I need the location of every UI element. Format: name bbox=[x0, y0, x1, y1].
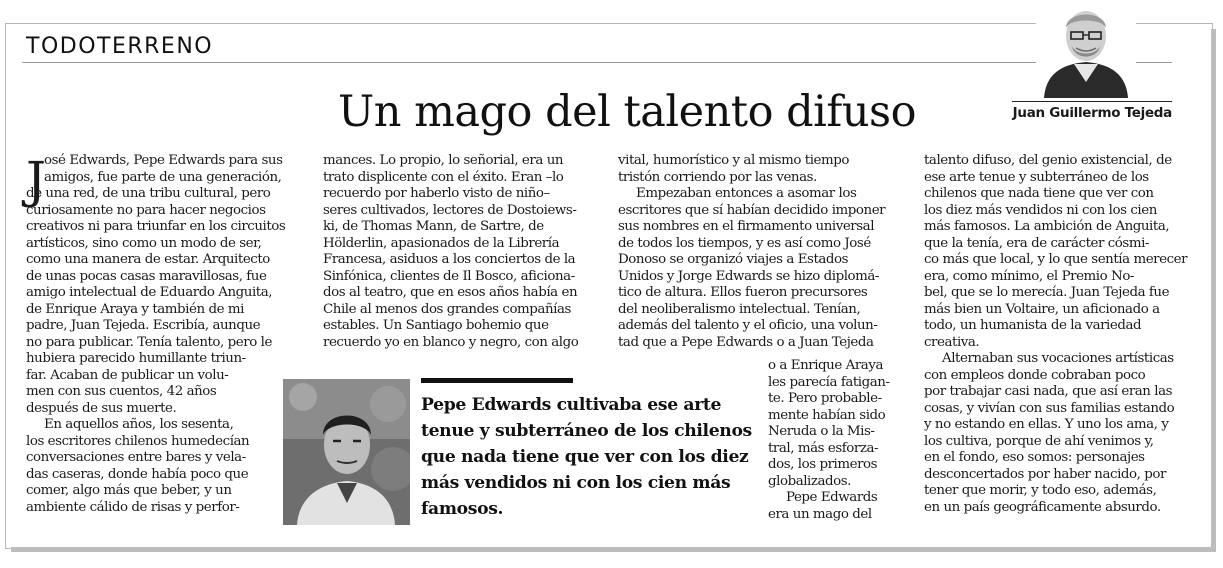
text-line: seres cultivados, lectores de Dostoiews- bbox=[323, 202, 577, 218]
text-line: tener que morir, y todo eso, además, bbox=[924, 483, 1157, 498]
author-divider bbox=[1012, 101, 1172, 102]
text-line: chilenos que nada tiene que ver con bbox=[924, 186, 1154, 201]
text-line: de Enrique Araya y también de mi bbox=[26, 301, 244, 317]
text-line: dos al teatro, que en esos años había en bbox=[323, 285, 578, 300]
text-line: tico de altura. Ellos fueron precursores bbox=[618, 285, 868, 300]
text-line: osé Edwards, Pepe Edwards para sus bbox=[44, 153, 283, 168]
column-3 bbox=[618, 153, 908, 351]
text-line: como una manera de estar. Arquitecto bbox=[26, 252, 270, 267]
text-line: tral, más esforza- bbox=[768, 440, 879, 456]
text-line: los diez más vendidos ni con los cien bbox=[924, 202, 1157, 218]
text-line: artísticos, sino como un modo de ser, bbox=[26, 235, 262, 251]
text-line: Hölderlin, apasionados de la Librería bbox=[323, 235, 560, 251]
text-line: y no estando en ellas. Y uno los ama, y bbox=[924, 417, 1169, 432]
text-line: Pepe Edwards bbox=[786, 490, 878, 505]
text-line: cosas, y vivían con sus familias estando bbox=[924, 400, 1175, 416]
text-line: curiosamente no para hacer negocios bbox=[26, 202, 266, 218]
text-line: das caseras, donde había poco que bbox=[26, 466, 249, 482]
text-line: amigos, fue parte de una generación, bbox=[44, 169, 282, 185]
text-line: ambiente cálido de risas y perfor- bbox=[26, 499, 240, 515]
text-line: o a Enrique Araya bbox=[768, 358, 883, 373]
text-line: trato displicente con el éxito. Eran –lo bbox=[323, 169, 564, 185]
text-line: de todos los tiempos, y es así como José bbox=[618, 235, 871, 251]
text-line: Francesa, asiduos a los conciertos de la bbox=[323, 252, 576, 267]
text-line: más bien un Voltaire, un aficionado a bbox=[924, 301, 1160, 317]
text-line: del neoliberalismo intelectual. Tenían, bbox=[618, 301, 861, 317]
pullquote-line: que nada tiene que ver con los diez bbox=[421, 447, 749, 467]
text-line: mente habían sido bbox=[768, 407, 886, 423]
inset-photo-portrait bbox=[283, 379, 410, 525]
text-line: Neruda o la Mis- bbox=[768, 424, 875, 439]
text-line: en un país geográficamente absurdo. bbox=[924, 499, 1161, 515]
text-line: te. Pero probable- bbox=[768, 391, 882, 406]
column-1 bbox=[26, 153, 316, 516]
author-portrait bbox=[1036, 2, 1136, 98]
text-line: padre, Juan Tejeda. Escribía, aunque bbox=[26, 318, 261, 333]
pullquote-line: tenue y subterráneo de los chilenos bbox=[421, 421, 752, 441]
text-line: por trabajar casi nada, que así eran las bbox=[924, 384, 1173, 399]
column-3-continuation bbox=[768, 358, 918, 523]
text-line: far. Acaban de publicar un volu- bbox=[26, 367, 229, 383]
pullquote-rule bbox=[421, 378, 573, 383]
text-line: En aquellos años, los sesenta, bbox=[44, 417, 234, 432]
text-line: más famosos. La ambición de Anguita, bbox=[924, 219, 1170, 234]
text-line: no para publicar. Tenía talento, pero le bbox=[26, 334, 272, 350]
text-line: ki, de Thomas Mann, de Sartre, de bbox=[323, 219, 544, 234]
text-line: Donoso se organizó viajes a Estados bbox=[618, 252, 849, 267]
section-label: TODOTERRENO bbox=[26, 34, 214, 59]
text-line: después de sus muerte. bbox=[26, 400, 177, 416]
text-line: creativa. bbox=[924, 334, 980, 350]
text-line: hubiera parecido humillante triun- bbox=[26, 351, 246, 366]
pullquote-line: más vendidos ni con los cien más bbox=[421, 473, 731, 493]
frame-shadow bbox=[11, 547, 1213, 552]
column-2 bbox=[323, 153, 613, 351]
text-line: Sinfónica, clientes de Il Bosco, aficiona- bbox=[323, 268, 575, 284]
text-line: Alternaban sus vocaciones artísticas bbox=[942, 351, 1174, 366]
text-line: sus nombres en el firmamento universal bbox=[618, 219, 875, 234]
text-line: co más que local, y lo que sentía merecer bbox=[924, 252, 1188, 267]
text-line: globalizados. bbox=[768, 473, 851, 489]
text-line: mances. Lo propio, lo señorial, era un bbox=[323, 153, 564, 168]
text-line: les parecía fatigan- bbox=[768, 374, 890, 390]
pullquote-line: Pepe Edwards cultivaba ese arte bbox=[421, 395, 722, 415]
text-line: men con sus cuentos, 42 años bbox=[26, 384, 217, 399]
text-line: recuerdo por haberlo visto de niño– bbox=[323, 186, 550, 201]
pullquote-line: famosos. bbox=[421, 499, 504, 519]
headline: Un mago del talento difuso bbox=[338, 87, 916, 137]
text-line: vital, humorístico y al mismo tiempo bbox=[618, 153, 849, 168]
text-line: amigo intelectual de Eduardo Anguita, bbox=[26, 285, 273, 300]
text-line: ese arte tenue y subterráneo de los bbox=[924, 169, 1149, 185]
text-line: era un mago del bbox=[768, 506, 872, 522]
text-line: bel, que se lo merecía. Juan Tejeda fue bbox=[924, 285, 1170, 300]
text-line: tad que a Pepe Edwards o a Juan Tejeda bbox=[618, 334, 874, 350]
text-line: Unidos y Jorge Edwards se hizo diplomá- bbox=[618, 268, 880, 284]
text-line: de una red, de una tribu cultural, pero bbox=[26, 186, 271, 201]
text-line: conversaciones entre bares y vela- bbox=[26, 450, 246, 465]
text-line: escritores que sí habían decidido imponer bbox=[618, 202, 886, 218]
text-line: los cultiva, porque de ahí venimos y, bbox=[924, 433, 1154, 449]
text-line: Chile al menos dos grandes compañías bbox=[323, 301, 571, 317]
drop-cap: J bbox=[26, 151, 47, 209]
text-line: que la tenía, era de carácter cósmi- bbox=[924, 235, 1149, 251]
text-line: creativos ni para triunfar en los circuitos bbox=[26, 219, 286, 234]
text-line: además del talento y el oficio, una volun- bbox=[618, 318, 878, 333]
text-line: con empleos donde cobraban poco bbox=[924, 367, 1146, 383]
section-divider bbox=[22, 62, 1172, 63]
text-line: era, como mínimo, el Premio No- bbox=[924, 268, 1135, 284]
text-line: desconcertados por haber nacido, por bbox=[924, 466, 1166, 482]
text-line: estables. Un Santiago bohemio que bbox=[323, 318, 549, 333]
author-byline: Juan Guillermo Tejeda bbox=[1012, 105, 1172, 121]
text-line: recuerdo yo en blanco y negro, con algo bbox=[323, 334, 579, 350]
text-line: todo, un humanista de la variedad bbox=[924, 318, 1142, 333]
text-line: talento difuso, del genio existencial, de bbox=[924, 153, 1172, 168]
text-line: dos, los primeros bbox=[768, 457, 878, 472]
pullquote bbox=[421, 392, 752, 522]
text-line: de unas pocas casas maravillosas, fue bbox=[26, 268, 267, 284]
text-line: en el fondo, eso somos: personajes bbox=[924, 450, 1145, 465]
text-line: tristón corriendo por las venas. bbox=[618, 169, 817, 185]
text-line: los escritores chilenos humedecían bbox=[26, 433, 250, 449]
text-line: Empezaban entonces a asomar los bbox=[636, 186, 857, 201]
column-4 bbox=[924, 153, 1216, 516]
text-line: comer, algo más que beber, y un bbox=[26, 483, 232, 498]
